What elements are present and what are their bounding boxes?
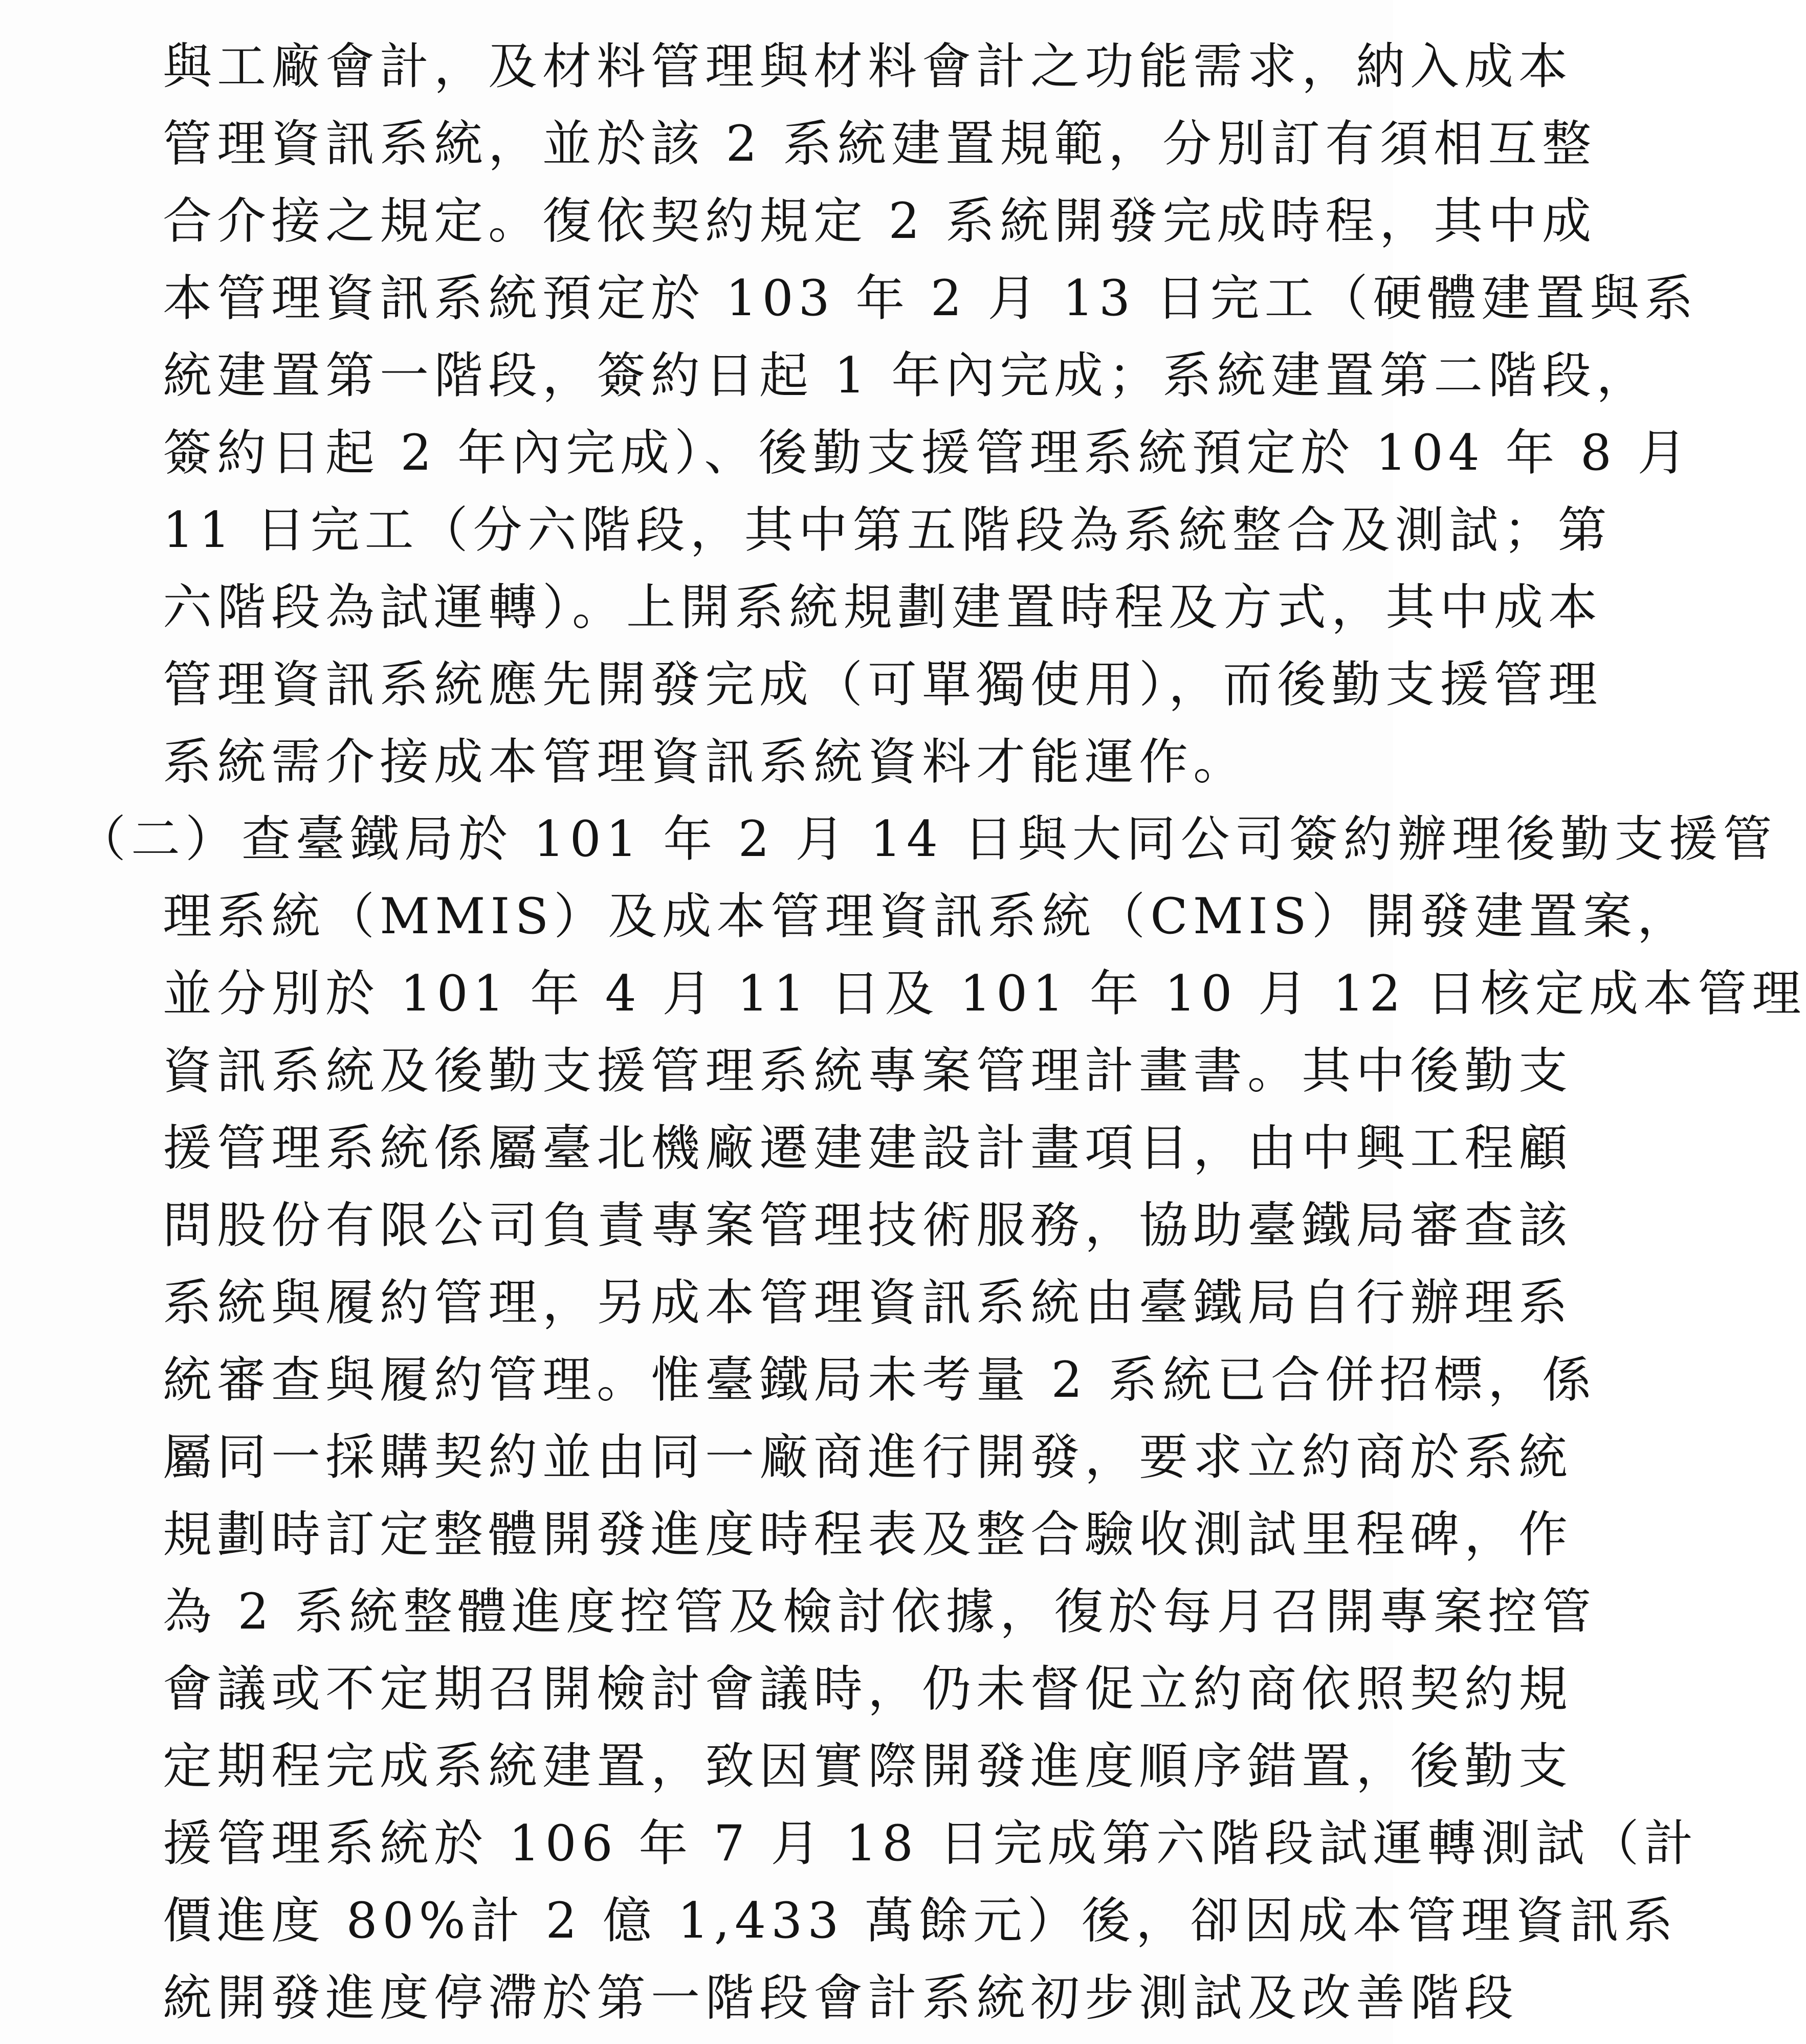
paragraph-line: 與工廠會計，及材料管理與材料會計之功能需求，納入成本 (163, 38, 1573, 95)
paragraph-line: 援管理系統係屬臺北機廠遷建建設計畫項目，由中興工程顧 (163, 1119, 1573, 1177)
paragraph-line: 並分別於 101 年 4 月 11 日及 101 年 10 月 12 日核定成本管理 (163, 965, 1806, 1022)
paragraph-line: 簽約日起 2 年內完成）、後勤支援管理系統預定於 104 年 8 月 (163, 424, 1692, 481)
paragraph-line: 統建置第一階段，簽約日起 1 年內完成；系統建置第二階段， (163, 347, 1651, 404)
paragraph-line: 理系統（MMIS）及成本管理資訊系統（CMIS）開發建置案， (163, 888, 1691, 945)
paragraph-line: 統開發進度停滯於第一階段會計系統初步測試及改善階段 (163, 1969, 1518, 2027)
paragraph-line: 系統與履約管理，另成本管理資訊系統由臺鐵局自行辦理系 (163, 1274, 1573, 1331)
paragraph-line: 會議或不定期召開檢討會議時，仍未督促立約商依照契約規 (163, 1660, 1573, 1718)
paragraph-line: 價進度 80%計 2 億 1,433 萬餘元）後，卻因成本管理資訊系 (163, 1892, 1678, 1949)
paragraph-line: 定期程完成系統建置，致因實際開發進度順序錯置，後勤支 (163, 1738, 1573, 1795)
paragraph-line: 六階段為試運轉）。上開系統規劃建置時程及方式，其中成本 (163, 579, 1602, 636)
paragraph-line: 屬同一採購契約並由同一廠商進行開發，要求立約商於系統 (163, 1428, 1573, 1486)
paragraph-line: 管理資訊系統應先開發完成（可單獨使用），而後勤支援管理 (163, 656, 1602, 713)
section-marker: （二） (77, 810, 239, 868)
paragraph-line: 系統需介接成本管理資訊系統資料才能運作。 (163, 733, 1247, 790)
paragraph-line: 本管理資訊系統預定於 103 年 2 月 13 日完工（硬體建置與系 (163, 270, 1699, 327)
section-first-line (77, 811, 1777, 867)
paragraph-line: 援管理系統於 106 年 7 月 18 日完成第六階段試運轉測試（計 (163, 1815, 1699, 1872)
paragraph-line: 查臺鐵局於 101 年 2 月 14 日與大同公司簽約辦理後勤支援管 (241, 810, 1777, 868)
paragraph-line: 合介接之規定。復依契約規定 2 系統開發完成時程，其中成 (163, 192, 1597, 250)
paragraph-line: 資訊系統及後勤支援管理系統專案管理計畫書。其中後勤支 (163, 1042, 1573, 1100)
paragraph-line: 規劃時訂定整體開發進度時程表及整合驗收測試里程碑，作 (163, 1506, 1573, 1563)
paragraph-line: 統審查與履約管理。惟臺鐵局未考量 2 系統已合併招標，係 (163, 1351, 1597, 1409)
paragraph-line: 問股份有限公司負責專案管理技術服務，協助臺鐵局審查該 (163, 1197, 1573, 1254)
paragraph-line: 11 日完工（分六階段，其中第五階段為系統整合及測試；第 (163, 501, 1612, 559)
paragraph-line: 管理資訊系統，並於該 2 系統建置規範，分別訂有須相互整 (163, 115, 1597, 172)
paragraph-line: 為 2 系統整體進度控管及檢討依據，復於每月召開專案控管 (163, 1583, 1597, 1640)
